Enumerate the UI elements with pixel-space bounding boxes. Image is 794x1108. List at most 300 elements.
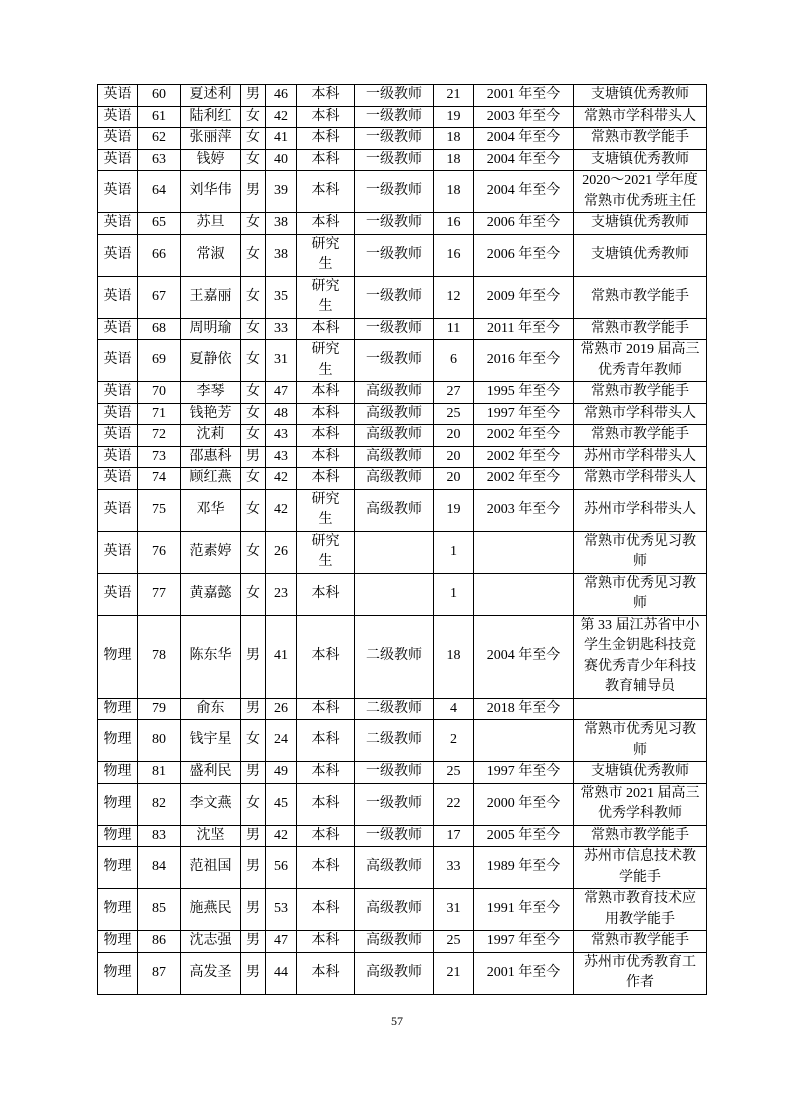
cell-period: 2016 年至今 <box>474 340 574 382</box>
cell-years: 20 <box>434 446 474 468</box>
education-text: 本科 <box>311 87 340 102</box>
cell-edu <box>297 106 355 128</box>
cell-edu <box>297 340 355 382</box>
honor-line: 优秀学科教师 <box>598 806 682 821</box>
cell-period: 2006 年至今 <box>474 213 574 235</box>
staff-table-body <box>98 85 707 995</box>
cell-gender: 女 <box>241 783 266 825</box>
cell-period: 2000 年至今 <box>474 783 574 825</box>
cell-subject: 物理 <box>98 783 138 825</box>
cell-no: 60 <box>138 85 181 107</box>
cell-period: 2003 年至今 <box>474 106 574 128</box>
honor-line: 苏州市优秀教育工 <box>584 954 696 970</box>
cell-no: 70 <box>138 382 181 404</box>
cell-subject: 英语 <box>98 468 138 490</box>
honor-line: 师 <box>633 596 647 611</box>
cell-no: 79 <box>138 698 181 720</box>
cell-gender: 女 <box>241 531 266 573</box>
cell-period <box>474 720 574 762</box>
table-row <box>98 340 707 382</box>
cell-title: 高级教师 <box>355 489 434 531</box>
cell-period: 2002 年至今 <box>474 446 574 468</box>
cell-period: 2011 年至今 <box>474 318 574 340</box>
honor-line: 2020～2021 学年度 <box>582 173 698 188</box>
education-text: 本科 <box>311 648 340 664</box>
cell-gender: 男 <box>241 698 266 720</box>
cell-years: 20 <box>434 468 474 490</box>
cell-title: 二级教师 <box>355 698 434 720</box>
education-text: 本科 <box>311 215 340 230</box>
cell-subject: 英语 <box>98 276 138 318</box>
cell-years: 17 <box>434 825 474 847</box>
cell-title: 高级教师 <box>355 382 434 404</box>
cell-years: 12 <box>434 276 474 318</box>
cell-edu <box>297 720 355 762</box>
cell-edu <box>297 698 355 720</box>
cell-name: 常淑 <box>181 234 241 276</box>
cell-years: 25 <box>434 403 474 425</box>
cell-age: 47 <box>266 382 297 404</box>
cell-age: 26 <box>266 698 297 720</box>
honor-line: 苏州市学科带头人 <box>584 501 696 517</box>
cell-years: 19 <box>434 489 474 531</box>
cell-subject: 物理 <box>98 698 138 720</box>
cell-period: 2004 年至今 <box>474 149 574 171</box>
cell-edu <box>297 489 355 531</box>
cell-no: 66 <box>138 234 181 276</box>
honor-line: 常熟市教学能手 <box>591 320 689 336</box>
education-text: 本科 <box>311 151 340 167</box>
cell-age: 35 <box>266 276 297 318</box>
cell-honor <box>574 573 707 615</box>
honor-line: 常熟市教育技术应 <box>584 891 696 906</box>
honor-line: 学生金钥匙科技竞 <box>584 638 696 653</box>
cell-title: 高级教师 <box>355 952 434 994</box>
education-text: 本科 <box>311 108 340 124</box>
cell-period: 2001 年至今 <box>474 952 574 994</box>
cell-period: 1997 年至今 <box>474 762 574 784</box>
cell-years: 27 <box>434 382 474 404</box>
cell-name: 刘华伟 <box>181 171 241 213</box>
honor-line: 苏州市学科带头人 <box>584 448 696 464</box>
education-text: 本科 <box>311 405 340 421</box>
cell-period: 1995 年至今 <box>474 382 574 404</box>
cell-years: 18 <box>434 128 474 150</box>
cell-name: 钱艳芳 <box>181 403 241 425</box>
cell-name: 黄嘉懿 <box>181 573 241 615</box>
cell-subject: 物理 <box>98 889 138 931</box>
cell-title: 一级教师 <box>355 149 434 171</box>
cell-gender: 男 <box>241 889 266 931</box>
education-text: 研究生 <box>311 236 340 272</box>
staff-table <box>97 84 707 995</box>
cell-honor <box>574 952 707 994</box>
cell-age: 43 <box>266 446 297 468</box>
cell-name: 盛利民 <box>181 762 241 784</box>
cell-no: 62 <box>138 128 181 150</box>
cell-title: 高级教师 <box>355 468 434 490</box>
cell-period: 2006 年至今 <box>474 234 574 276</box>
page-number: 57 <box>391 1014 403 1028</box>
cell-title <box>355 531 434 573</box>
cell-gender: 男 <box>241 762 266 784</box>
honor-line: 支塘镇优秀教师 <box>591 246 689 262</box>
cell-gender: 女 <box>241 276 266 318</box>
cell-age: 39 <box>266 171 297 213</box>
honor-line: 支塘镇优秀教师 <box>591 764 689 779</box>
cell-honor <box>574 762 707 784</box>
cell-period <box>474 573 574 615</box>
cell-name: 沈志强 <box>181 931 241 953</box>
cell-years: 4 <box>434 698 474 720</box>
cell-edu <box>297 931 355 953</box>
cell-no: 80 <box>138 720 181 762</box>
honor-line: 优秀青年教师 <box>598 362 682 378</box>
honor-line: 常熟市学科带头人 <box>584 405 696 421</box>
cell-edu <box>297 825 355 847</box>
cell-name: 李文燕 <box>181 783 241 825</box>
cell-edu <box>297 468 355 490</box>
education-text: 研究生 <box>311 533 340 569</box>
cell-years: 6 <box>434 340 474 382</box>
cell-age: 24 <box>266 720 297 762</box>
cell-edu <box>297 446 355 468</box>
cell-gender: 女 <box>241 234 266 276</box>
cell-no: 81 <box>138 762 181 784</box>
cell-no: 76 <box>138 531 181 573</box>
cell-title: 一级教师 <box>355 128 434 150</box>
cell-period: 1997 年至今 <box>474 403 574 425</box>
honor-line: 常熟市教学能手 <box>591 130 689 145</box>
cell-edu <box>297 952 355 994</box>
cell-edu <box>297 128 355 150</box>
table-row <box>98 234 707 276</box>
cell-years: 18 <box>434 171 474 213</box>
cell-edu <box>297 531 355 573</box>
cell-age: 56 <box>266 847 297 889</box>
cell-edu <box>297 149 355 171</box>
cell-honor <box>574 425 707 447</box>
cell-name: 施燕民 <box>181 889 241 931</box>
honor-line: 常熟市学科带头人 <box>584 470 696 485</box>
cell-years: 1 <box>434 531 474 573</box>
cell-title: 一级教师 <box>355 171 434 213</box>
cell-subject: 物理 <box>98 825 138 847</box>
cell-title: 高级教师 <box>355 847 434 889</box>
cell-period: 2005 年至今 <box>474 825 574 847</box>
cell-no: 72 <box>138 425 181 447</box>
cell-edu <box>297 85 355 107</box>
cell-years: 31 <box>434 889 474 931</box>
cell-age: 42 <box>266 106 297 128</box>
cell-gender: 女 <box>241 128 266 150</box>
cell-name: 陈东华 <box>181 615 241 698</box>
cell-age: 41 <box>266 128 297 150</box>
education-text: 本科 <box>311 384 340 399</box>
table-row <box>98 847 707 889</box>
cell-title: 高级教师 <box>355 425 434 447</box>
honor-line: 学能手 <box>619 869 661 885</box>
cell-years: 18 <box>434 615 474 698</box>
cell-period: 1991 年至今 <box>474 889 574 931</box>
cell-name: 李琴 <box>181 382 241 404</box>
cell-edu <box>297 847 355 889</box>
cell-gender: 男 <box>241 85 266 107</box>
table-row <box>98 425 707 447</box>
table-row <box>98 403 707 425</box>
table-row <box>98 825 707 847</box>
cell-gender: 女 <box>241 213 266 235</box>
education-text: 本科 <box>311 859 340 875</box>
cell-subject: 英语 <box>98 171 138 213</box>
honor-line: 常熟市教学能手 <box>591 427 689 442</box>
table-row <box>98 171 707 213</box>
cell-name: 邓华 <box>181 489 241 531</box>
cell-age: 38 <box>266 234 297 276</box>
cell-subject: 物理 <box>98 615 138 698</box>
cell-subject: 英语 <box>98 85 138 107</box>
cell-no: 78 <box>138 615 181 698</box>
table-row <box>98 149 707 171</box>
cell-honor <box>574 382 707 404</box>
cell-gender: 女 <box>241 573 266 615</box>
cell-no: 85 <box>138 889 181 931</box>
cell-subject: 英语 <box>98 446 138 468</box>
honor-line: 常熟市教学能手 <box>591 288 689 304</box>
honor-line: 支塘镇优秀教师 <box>591 215 689 230</box>
cell-edu <box>297 783 355 825</box>
cell-title: 一级教师 <box>355 276 434 318</box>
cell-years: 1 <box>434 573 474 615</box>
honor-line: 常熟市优秀见习教 <box>584 722 696 737</box>
table-row <box>98 106 707 128</box>
cell-years: 25 <box>434 931 474 953</box>
table-row <box>98 128 707 150</box>
education-text: 本科 <box>311 827 340 843</box>
table-row <box>98 468 707 490</box>
honor-line: 教育辅导员 <box>605 679 675 694</box>
cell-edu <box>297 762 355 784</box>
cell-honor <box>574 783 707 825</box>
honor-line: 师 <box>633 742 647 758</box>
cell-no: 63 <box>138 149 181 171</box>
table-row <box>98 318 707 340</box>
cell-no: 83 <box>138 825 181 847</box>
cell-honor <box>574 340 707 382</box>
education-text: 本科 <box>311 795 340 811</box>
cell-gender: 女 <box>241 106 266 128</box>
table-row <box>98 489 707 531</box>
cell-age: 33 <box>266 318 297 340</box>
education-text: 本科 <box>311 130 340 145</box>
cell-honor <box>574 825 707 847</box>
cell-age: 41 <box>266 615 297 698</box>
cell-no: 67 <box>138 276 181 318</box>
cell-age: 47 <box>266 931 297 953</box>
cell-subject: 英语 <box>98 234 138 276</box>
table-row <box>98 931 707 953</box>
cell-honor <box>574 149 707 171</box>
cell-gender: 女 <box>241 425 266 447</box>
cell-no: 69 <box>138 340 181 382</box>
cell-subject: 英语 <box>98 340 138 382</box>
cell-gender: 男 <box>241 847 266 889</box>
cell-honor <box>574 847 707 889</box>
honor-line: 用教学能手 <box>605 911 675 927</box>
cell-period: 2009 年至今 <box>474 276 574 318</box>
cell-name: 高发圣 <box>181 952 241 994</box>
honor-line: 常熟市 2021 届高三 <box>580 785 700 801</box>
table-row <box>98 573 707 615</box>
cell-title: 二级教师 <box>355 615 434 698</box>
education-text: 本科 <box>311 700 340 716</box>
cell-no: 61 <box>138 106 181 128</box>
cell-name: 王嘉丽 <box>181 276 241 318</box>
cell-edu <box>297 615 355 698</box>
table-row <box>98 720 707 762</box>
honor-line: 常熟市优秀见习教 <box>584 533 696 549</box>
cell-age: 23 <box>266 573 297 615</box>
cell-name: 钱婷 <box>181 149 241 171</box>
cell-subject: 英语 <box>98 149 138 171</box>
cell-years: 11 <box>434 318 474 340</box>
cell-honor <box>574 276 707 318</box>
education-text: 本科 <box>311 901 340 917</box>
honor-line: 常熟市 2019 届高三 <box>580 342 700 357</box>
cell-years: 22 <box>434 783 474 825</box>
cell-subject: 英语 <box>98 403 138 425</box>
education-text: 本科 <box>311 964 340 980</box>
cell-years: 16 <box>434 213 474 235</box>
honor-line: 作者 <box>626 975 654 990</box>
table-row <box>98 952 707 994</box>
cell-subject: 物理 <box>98 847 138 889</box>
cell-subject: 英语 <box>98 382 138 404</box>
cell-edu <box>297 171 355 213</box>
cell-edu <box>297 318 355 340</box>
cell-period: 1989 年至今 <box>474 847 574 889</box>
cell-gender: 女 <box>241 489 266 531</box>
cell-age: 38 <box>266 213 297 235</box>
cell-gender: 男 <box>241 446 266 468</box>
cell-age: 26 <box>266 531 297 573</box>
cell-subject: 英语 <box>98 213 138 235</box>
cell-subject: 物理 <box>98 931 138 953</box>
cell-honor <box>574 106 707 128</box>
education-text: 本科 <box>311 470 340 485</box>
cell-age: 46 <box>266 85 297 107</box>
honor-line: 赛优秀青少年科技 <box>584 658 696 674</box>
education-text: 本科 <box>311 732 340 748</box>
cell-years: 33 <box>434 847 474 889</box>
cell-edu <box>297 889 355 931</box>
cell-age: 40 <box>266 149 297 171</box>
education-text: 本科 <box>311 320 340 336</box>
table-row <box>98 85 707 107</box>
cell-honor <box>574 615 707 698</box>
table-row <box>98 446 707 468</box>
cell-edu <box>297 213 355 235</box>
education-text: 研究生 <box>311 278 340 314</box>
cell-no: 86 <box>138 931 181 953</box>
cell-no: 65 <box>138 213 181 235</box>
cell-age: 44 <box>266 952 297 994</box>
cell-years: 20 <box>434 425 474 447</box>
cell-honor <box>574 489 707 531</box>
honor-line: 常熟市优秀班主任 <box>584 193 696 209</box>
cell-no: 68 <box>138 318 181 340</box>
table-row <box>98 382 707 404</box>
honor-line: 常熟市教学能手 <box>591 933 689 948</box>
education-text: 本科 <box>311 427 340 442</box>
honor-line: 苏州市信息技术教 <box>584 849 696 864</box>
table-row <box>98 531 707 573</box>
cell-name: 顾红燕 <box>181 468 241 490</box>
cell-gender: 女 <box>241 720 266 762</box>
cell-title: 一级教师 <box>355 783 434 825</box>
table-row <box>98 783 707 825</box>
cell-subject: 英语 <box>98 489 138 531</box>
cell-name: 范素婷 <box>181 531 241 573</box>
table-row <box>98 615 707 698</box>
table-row <box>98 698 707 720</box>
cell-name: 沈莉 <box>181 425 241 447</box>
cell-period: 2002 年至今 <box>474 425 574 447</box>
cell-honor <box>574 171 707 213</box>
cell-subject: 英语 <box>98 531 138 573</box>
cell-age: 48 <box>266 403 297 425</box>
cell-title: 高级教师 <box>355 446 434 468</box>
cell-name: 沈坚 <box>181 825 241 847</box>
cell-title: 一级教师 <box>355 762 434 784</box>
cell-age: 42 <box>266 468 297 490</box>
cell-name: 范祖国 <box>181 847 241 889</box>
cell-period <box>474 531 574 573</box>
cell-title: 一级教师 <box>355 318 434 340</box>
cell-no: 87 <box>138 952 181 994</box>
cell-gender: 男 <box>241 952 266 994</box>
cell-age: 42 <box>266 825 297 847</box>
cell-gender: 男 <box>241 931 266 953</box>
education-text: 本科 <box>311 448 340 464</box>
cell-name: 钱宇星 <box>181 720 241 762</box>
honor-line: 支塘镇优秀教师 <box>591 87 689 102</box>
cell-age: 45 <box>266 783 297 825</box>
honor-line: 第 33 届江苏省中小 <box>580 617 700 633</box>
cell-honor <box>574 698 707 720</box>
cell-title: 一级教师 <box>355 234 434 276</box>
education-text: 本科 <box>311 933 340 948</box>
cell-honor <box>574 446 707 468</box>
cell-honor <box>574 720 707 762</box>
education-text: 研究生 <box>311 491 340 527</box>
cell-period: 2004 年至今 <box>474 615 574 698</box>
cell-years: 16 <box>434 234 474 276</box>
cell-period: 2003 年至今 <box>474 489 574 531</box>
cell-title: 二级教师 <box>355 720 434 762</box>
honor-line: 师 <box>633 554 647 569</box>
cell-gender: 女 <box>241 468 266 490</box>
cell-honor <box>574 531 707 573</box>
education-text: 研究生 <box>311 342 340 378</box>
cell-subject: 英语 <box>98 318 138 340</box>
cell-no: 84 <box>138 847 181 889</box>
table-row <box>98 762 707 784</box>
cell-gender: 男 <box>241 615 266 698</box>
cell-name: 张丽萍 <box>181 128 241 150</box>
cell-subject: 英语 <box>98 573 138 615</box>
cell-gender: 男 <box>241 171 266 213</box>
